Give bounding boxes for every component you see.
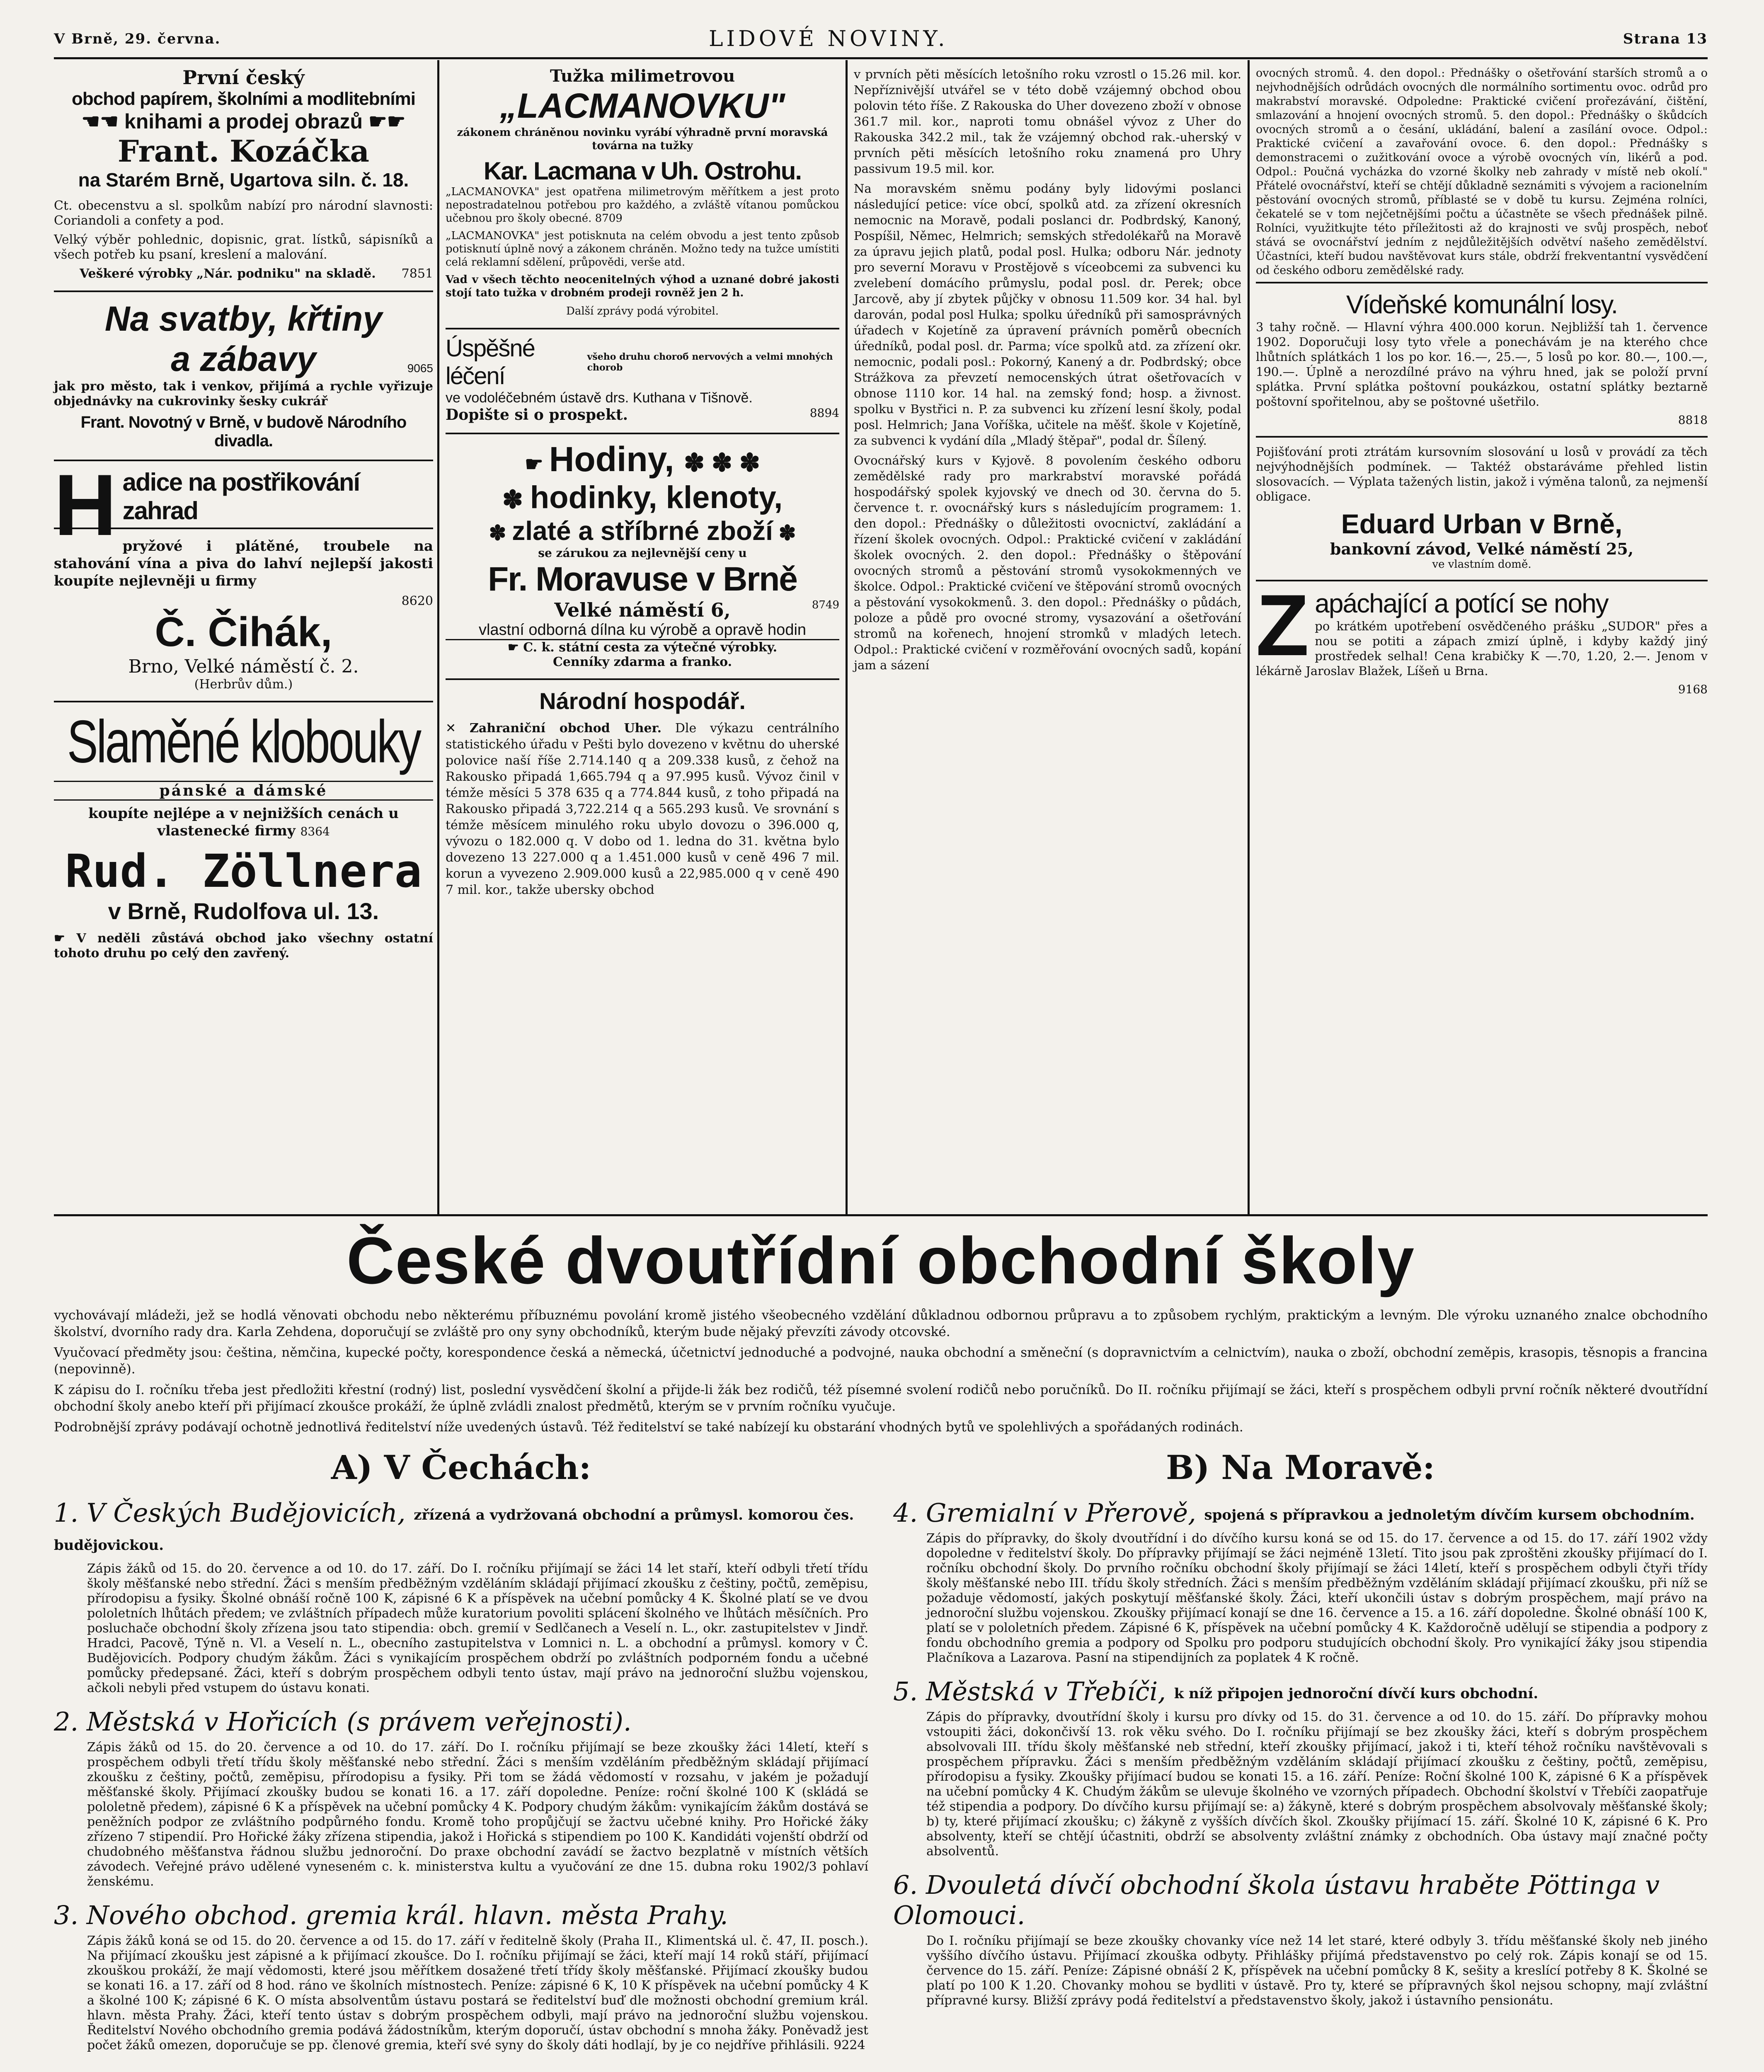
- lacman-text-3: Vad v všech těchto neocenitelných výhod a uznané dobré jakosti stojí tato tužka v drobném prodeji rovněž jen 2 h.: [446, 274, 839, 299]
- kozacka-line1: První český: [182, 66, 305, 89]
- moravus-line2-text: hodinky, klenoty,: [530, 480, 783, 515]
- zollner-address: v Brně, Rudolfova ul. 13.: [108, 898, 379, 924]
- column-4: [1256, 66, 1708, 705]
- schools-left: [54, 1444, 868, 2055]
- school-3-code: 9224: [834, 2038, 865, 2053]
- schools-intro-1: vychovávají mládeži, jež se hodlá věnovati obchodu nebo některému příbuznému povolání kromě jistého všeobecného vzdělání důkladnou odbornou průpravu a to způsobem rychlým, praktickým a levným. Dle výroku uznaného znalce obchodního školství, dvorního rady dra. Karla Zehdena, doporučují se zvláště pro ony syny obchodníků, kterým bude nějaký převzíti závody otcovské.: [54, 1308, 1708, 1339]
- narodni-body: Dle výkazu centrálního statistického úřadu v Pešti bylo dovezeno v květnu do uherské polovice naší říše 2.714.140 q a 209.338 kusů, z čehož na Rakousko připadá 1,665.794 q a 97.995 kusů. Vývoz činil v témže měsíci 5 378 635 q a 774.844 kusů, z toho připadá na Rakousko připadá 3,722.214 q a 565.293 kusů. Ve srovnání s témže měsícem minulého roku ubylo dovozu o 396.000 q, vývozu o 182.000 q. V dobo od 1. ledna do 31. května bylo dovezeno 13 227.000 q a 1.451.000 kusů v ceně 496 7 mil. korun a vyvezeno 2.909.000 kusů a 22,985.000 q v ceně 490 7 mil. kor., takže ubersky obchod: [446, 721, 839, 897]
- kozacka-address: na Starém Brně, Ugartova siln. č. 18.: [78, 169, 409, 191]
- schools-ad: [54, 1218, 1708, 2072]
- sudor-text: po krátkém upotřebení osvědčeného prášku „SUDOR" přes a nou se potiti a zápach zmizí úplně, i kdyby každý jiný prostředek selhal! Cena krabičky K —.70, 1.20, 2.—. Jenom v lékárně Jaroslav Blažek, Líšeň u Brna.: [1256, 619, 1708, 678]
- ad-kozacka: [54, 66, 433, 281]
- ad-sudor: [1256, 588, 1708, 696]
- school-6-body: Do I. ročníku přijímají se beze zkoušky chovanky více než 14 let staré, které odbyly 3. třídu měšťanské školy neb jiného vyššího dívčího ústavu. Přijímací zkouška odbyty. Přihlášky přijímá představenstvo po celý rok. Zápis konají se od 15. července do 15. září. Peníze: Zápisné obnáší 2 K, příspěvek na učební pomůcky 8 K, sešity a kreslící potřeby 8 K. Školné se platí po 100 K 1.20. Chovanky mohou se bydliti v ústavě. Pro ty, které se přípravných škol nejsou schopny, mají zvláštní přípravné kursy. Bližší zprávy podá ředitelství a představenstvo školy, jakož i ústavního pensionátu.: [926, 1934, 1708, 2008]
- svatby-line1: Na svatby, křtiny: [104, 299, 383, 338]
- hand-icon: ☚☚: [81, 110, 124, 133]
- school-3-body-text: Zápis žáků koná se od 15. do 20. července a od 15. do 17. září v ředitelně školy (Praha II., Klimentská ul. č. 47, II. posch.). Na přijímací zkoušku jest zápisné a k přijímací zkoušce. Do I. ročníku přijímají se žáci, kteří mají 14 roků stáří, přijímací zkouškou prokáží, že mají vědomosti, které jsou měřítkem dosažené třetí třídy školy měšťanské. Přijímací zkoušky budou se konati 16. a 17. září od 8 hod. ráno ve školních místnostech. Peníze: zápisné 6 K, 10 K příspěvek na učební pomůcky 4 K a školné 100 K; zápisné 6 K. O místa absolventům ústavu postará se ředitelství buď dle možnosti obchodní gremium král. hlavn. města Prahy. Žáci, kteří tento ústav s dobrým prospěchem odbyli, mají právo na jednoroční službu vojenskou. Ředitelství Nového obchodního gremia podává žádostníkům, kterým doporučí, ústav obchodní s mnoha žáky. Poněvadž jest počet žáků omezen, doporučuje se pp. členové gremia, kteří své syny do školy dáti hodlají, by je co nejdříve přihlásili.: [87, 1934, 868, 2053]
- moravus-text-1: vlastní odborná dílna ku výrobě a opravě hodin: [446, 621, 839, 640]
- kuthan-big: Úspěšné léčení: [446, 335, 535, 390]
- lacman-ad-number: 8709: [595, 212, 623, 225]
- school-1-body: Zápis žáků od 15. do 20. července a od 10. do 17. září. Do I. ročníku přijímají se žáci 14 let staří, kteří odbyli třetí třídu školy měšťanské nebo střední. Žáci s menším předběžným vzděláním skládají přijímací zkoušku z češtiny, počtů, zeměpisu, přírodopisu a fysiky. Školné obnáší ročně 100 K, zápisné 6 K a příspěvek na učební pomůcky 4 K. Školné platí se ve dvou pololetních lhůtách předem; ve zvláštních případech může kuratorium povoliti splácení školného ve lhůtách měsíčních. Pro posluchače obchodní školy zřízena jsou tato stipendia: obch. gremií v Sedlčanech a Veselí n. L., okr. zastupitelstev v Jindř. Hradci, Pacově, Týně n. Vl. a Veselí n. L., obecního zastupitelstva v Lomnici n. L. a obchodní a průmysl. komory v Č. Budějovicích. Podpory chudým žákům. Žáci s vynikajícím prospěchem obdrží po zvláštních podporném fondu a učebné pomůcky předepsané. Žáci, kteří s dobrým prospěchem odbyli tento ústav, mají právo na jednoroční službu vojenskou, ačkoli nebyli před vstupem do ústavu konati.: [87, 1561, 868, 1695]
- school-5-title: [893, 1676, 1708, 1706]
- divider: [446, 433, 839, 434]
- zollner-ad-number: 8364: [300, 825, 330, 838]
- header-date: V Brně, 29. června.: [54, 31, 221, 47]
- lacman-text-2: „LACMANOVKA" jest potisknuta na celém obvodu a jest tento způsob potisknutí úplně nový a zákonem chráněn. Možno tedy na tužce umístiti celá reklamní sdělení, průpovědi, verše atd.: [446, 230, 839, 269]
- col4-text-1: ovocných stromů. 4. den dopol.: Přednášky o ošetřování starších stromů a o nejvhodnějších odrůdách ovocných dle normálního sortimentu ovoc. odrůd pro makrabství moravské. Odpoledne: Praktické cvičení prořezávání, čištění, smlazování a hnojení ovocných stromů. 5. den dopol.: Přednášky o škůdcích ovocných stromů a o česání, ukládání, balení a zasílání ovoce. Odpol.: Praktické cvičení a zavařování ovoce. 6. den dopol.: Přednášky s demonstracemi o zužitkování ovoce a výrobě ovocných vín, likérů a pod. Odpol.: Poučná vycházka do vzorné školky neb zahrady v místě neb okolí." Přátelé ovocnářství, kteří se chtějí důkladně seznámiti s vývojem a racionelním pěstování ovocných stromů, příblasté se v době tu kursu. Zejména rolníci, čekatelé se v tom nejčetnějšími počtu a účastněte se všech přednášek pilně. Rolníci, využitkujte této příležitosti až do krajnosti ve svůj prospěch, neboť stává se ovocnářství jedním z nejdůležitějších odvětví našeho zemědělství. Účastníci, kteří budou navštěvovat kurs stále, obdrží frekventantní vysvědčení od českého odboru zemědělské rady.: [1256, 67, 1708, 277]
- col3-text-1: v prvních pěti měsících letošního roku vzrostl o 15.26 mil. kor. Nepříznivější utvářel se v této době vzájemný obchod obou polovin této říše. Z Rakouska do Uher dovezeno zboží v obnose 361.7 mil. kor., naproti tomu obnášel vývoz z Uher do Rakouska 342.2 mil., tak že vzájemný obchod rak.-uherský v prvních pěti měsících letošního roku znamená pro Uhry passivum 19.5 mil. kor.: [854, 67, 1241, 176]
- moravus-text-2-body: C. k. státní cesta za výtečné výrobky.: [523, 640, 778, 655]
- moravus-line4: se zárukou za nejlevnější ceny u: [538, 546, 747, 560]
- school-4-title: [893, 1498, 1708, 1528]
- moravus-text-2: [446, 640, 839, 655]
- narodni-title: Národní hospodář.: [539, 688, 746, 714]
- page-header: [54, 25, 1708, 54]
- cihak-text: pryžové i plátěné, troubele na stahování vína a piva do lahví nejlepší jakosti koupíte nejlevněji u firmy: [54, 538, 433, 589]
- school-4-number: 4.: [893, 1498, 918, 1528]
- schools-intro-3: K zápisu do I. ročníku třeba jest předložiti křestní (rodný) list, poslední vysvědčení školní a přijde-li žák bez rodičů, též písemné svolení rodičů nebo poručníků. Do II. ročníku přijímají se žáci, kteří s prospěchem odbyli první ročník některé dvoutřídní obchodní školy anebo kteří při přijímací zkoušce prokáží, že úplně zvládli znalost předmětů, kterým se v prvním ročníku vyučuje.: [54, 1382, 1708, 1414]
- school-3-name: Nového obchod. gremia král. hlavn. města Prahy.: [86, 1900, 728, 1930]
- sudor-ad-number: 9168: [1678, 683, 1708, 696]
- moravus-address-text: Velké náměstí 6,: [554, 599, 731, 621]
- school-3-number: 3.: [54, 1900, 79, 1930]
- school-4-sub: spojená s přípravkou a jednoletým dívčím kursem obchodním.: [1204, 1506, 1695, 1523]
- urban-sub2: ve vlastním domě.: [1432, 558, 1531, 571]
- moravus-line2: [446, 479, 839, 516]
- cihak-name: Č. Čihák,: [155, 609, 332, 655]
- ad-zollner: [54, 708, 433, 961]
- ad-urban: [1256, 444, 1708, 571]
- flower-icon: ✽: [502, 486, 530, 513]
- narodni-hospodar: [446, 687, 839, 898]
- section-b-title: B) Na Moravě:: [1166, 1448, 1435, 1487]
- narodni-head: Zahraniční obchod Uher.: [469, 721, 662, 736]
- lacman-line1: Tužka milimetrovou: [550, 66, 735, 86]
- school-4-body: Zápis do přípravky, do školy dvoutřídní i do dívčího kursu koná se od 15. do 17. července a od 15. do 17. září 1902 vždy dopoledne v ředitelství školy. Do přípravky přijímají se žáci nejméně 13letí. Tito jsou pak zproštěni zkoušky přijímací do I. ročníku obchodní školy. Do prvního ročníku obchodní školy přijímají se žáci 14letí, kteří s prospěchem odbyli čtyři třídy školy měšťanské nebo III. třídu školy středních. Žáci s menším předběžným vzděláním skládají přijímací zkoušku, při níž se požaduje vědomostí, jakých poskytují měšťanské školy. Žáci, kteří ukončili ústav s dobrým prospěchem, mají právo na jednoroční službu vojenskou. Zkoušky přijímací konají se dne 16. července a 15. a 16. září dopoledne. Školné obnáší 100 K, platí se v pololetních předem. Zápisné 6 K, příspěvek na učební pomůcky 4 K. Každoročně udělují se stipendia a podpory z fondu obchodního gremia a podpory od Spolku pro podporu studujících obchodní školy. Pro vynikající žáky jsou stipendia Plačníkova a Lazarova. Pasní na stipendijních za poplatek 4 K ročně.: [926, 1531, 1708, 1665]
- flower-icon: ✽: [773, 521, 796, 545]
- column-3: [854, 66, 1241, 677]
- school-1-sub: zřízená a vydržovaná obchodní a průmysl. komorou čes. budějovickou.: [54, 1506, 854, 1554]
- col3-text-3: Ovocnářský kurs v Kyjově. 8 povolením českého odboru zemědělské rady pro markrabství moravské pořádá hospodářský spolek kyjovský ve dnech od 30. června do 5. července t. r. ovocnářský kurs s následujícím programem: 1. den dopol.: Přednášky o důležitosti ovocnictví, zakládání a řízení školek ovocných. Odpol.: Praktické cvičení v zakládání školek ovocných. 2. den dopol.: Přednášky o štěpování ovocných stromů a pěstování stromů vysokokmenných ve školce. Odpol.: Praktické cvičení ve štěpování stromů ovocných a pěstování vysokokmenů. 3. den dopol.: Přednášky o půdách, poloze a půdě pro ovocné stromy, vysazování a ošetřování stromů na kořenech, hnojení stromků v mladých letech. Odpol.: Praktické cvičení v rozměřování ovocných sadů, kopání jam a sázení: [854, 453, 1241, 672]
- school-6-name: Dvouletá dívčí obchodní škola ústavu hraběte Pöttinga v Olomouci.: [893, 1870, 1660, 1930]
- kuthan-head: [446, 334, 839, 390]
- flower-icon: ✽: [489, 521, 512, 545]
- schools-right: [893, 1444, 1708, 2055]
- school-1-number: 1.: [54, 1498, 79, 1528]
- urban-name: Eduard Urban v Brně,: [1341, 508, 1623, 539]
- schools-intro-2: Vyučovací předměty jsou: čeština, němčina, kupecké počty, korespondence česká a německá, účetnictví jednoduché a podvojné, nauka obchodní a směneční (s dopravnictvím a celnictvím), nauka o zboží, obchodní zeměpis, krasopis, těsnopis a francina (nepovinně).: [54, 1345, 1708, 1377]
- school-1-name: V Českých Budějovicích,: [86, 1498, 406, 1528]
- kuthan-text: ve vodoléčebném ústavě drs. Kuthana v Tišnově.: [446, 390, 753, 406]
- kuthan-line: [446, 406, 839, 424]
- zollner-text: [54, 805, 433, 840]
- schools-columns: [54, 1444, 1708, 2055]
- schools-intro-4: Podrobnější zprávy podávají ochotně jednotlivá ředitelství níže uvedených ústavů. Též ředitelství se také nabízejí ku obstarání vhodných bytů ve spolehlivých a spořádaných rodinách.: [54, 1420, 1243, 1435]
- column-rule-2: [846, 60, 848, 1216]
- hand-icon: ☛: [507, 640, 523, 655]
- school-6-number: 6.: [893, 1870, 918, 1900]
- column-rule-3: [1248, 60, 1250, 1216]
- svatby-name: Frant. Novotný v Brně, v budově Národního divadla.: [80, 413, 407, 450]
- cihak-address: Brno, Velké náměstí č. 2.: [128, 656, 359, 677]
- cihak-ad-number: 8620: [401, 594, 433, 608]
- svatby-ad-number: 9065: [407, 362, 433, 375]
- kozacka-line3: [54, 109, 433, 133]
- zollner-note: [54, 931, 433, 961]
- school-5-name: Městská v Třebíči,: [926, 1676, 1166, 1706]
- school-5-number: 5.: [893, 1676, 918, 1706]
- kozacka-ad-number: 7851: [401, 266, 433, 281]
- header-page-number: Strana 13: [1623, 31, 1708, 47]
- sudor-dropcap: Z: [1256, 588, 1309, 674]
- svatby-line2: [54, 339, 433, 379]
- losy-ad-number: 8818: [1678, 413, 1708, 427]
- divider: [1256, 282, 1708, 283]
- school-2-name: Městská v Hořicích (s právem veřejnosti).: [86, 1706, 632, 1737]
- kozacka-line2: obchod papírem, školními a modlitebními: [72, 89, 415, 109]
- school-5-body: Zápis do přípravky, dvoutřídní školy i kursu pro dívky od 15. do 31. července a od 10. do 15. září. Do přípravky mohou vstoupiti žáci, dokončivší 13. rok věku svého. Do I. ročníku přijímají se bez zkoušky žáci, kteří s dobrým prospěchem absolvovali III. třídu školy měšťanské neb střední, kteří zkoušky přijímací, jakož i ti, kteří téhož ročníku navštěvovali s prospěchem přípravku. Žáci s menším předběžným vzděláním skládají přijímací zkoušku z češtiny, počtů, zeměpisu, přírodopisu a fysiky. Zkoušky přijímací budou se konati 15. a 16. září. Peníze: Roční školné 100 K, zápisné 6 K a příspěvek na učební pomůcky 4 K. Chudým žákům se ulevuje školného ve vzorných případech. Obchodní školství v Třebíči zaopatřuje též stipendia a podpory. Do dívčího kursu přijímají se: a) žákyně, které s dobrým prospěchem absolvovaly měšťanské školy; b) ty, které přijímací zkoušku; c) žákyně z vyšších dívčích škol. Zkoušky přijímací 15. září. Školné 10 K, zápisné 6 K. Pro absolventy, kteří se chtějí účastniti, obdrží se absolventy zvláštní známky z obchodních. Oba ústavy mají značné počty absolventů.: [926, 1710, 1708, 1859]
- moravus-name: Fr. Moravuse v Brně: [488, 560, 797, 598]
- school-2-title: [54, 1706, 868, 1737]
- kozacka-text-2: Velký výběr pohlednic, dopisnic, grat. lístků, sápisníků a všech potřeb ku psaní, kreslení a malování.: [54, 232, 433, 262]
- moravus-ad-number: 8749: [812, 599, 839, 611]
- school-5-sub: k níž připojen jednoroční dívčí kurs obchodní.: [1174, 1685, 1539, 1702]
- col3-text-2: Na moravském sněmu podány byly lidovými poslanci následující petice: více obcí, spolků atd. za zřízení okresních nemocnic na Moravě, podali poslanci dr. Podbrdský, Kanoný, Pospíšil, Němec, Helmrich; semských středolékařů na Moravě za úpravu jejich platů, podal posl. Hulka; odboru Nár. jednoty pro severní Moravu v Prostějově s víceobcemi za subvenci ku zvelebení domácího průmyslu, podal posl. dr. Perek; obce Jarcově, aby jí zbytek půjčky v obnosu 11.509 kor. 34 hal. byl darován, podal posl Hulka; spolku úředníků při samosprávných úřadech v Kojetíně za úpravení právních poměrů obecních úředníků, podal posl. dr. Parma; více spolků atd. za zřízení okr. nemocnic, podali posl.: Pokorný, Kanený a dr. Podbrdský; obce Strážkova za převzetí nemocenských útrat ošetřovacích v obnose 1110 kor. 14 hal. na zemský fond; hosp. a živnost. spolku v Bystřici n. P. za subvenci ku zřízení lesní školy, podal posl. Helmrich; Jana Voříška, učitele na měšť. škole v Kojetíně, za subvenci k vydání díla „Mladý štěpař", podal dr. Šílený.: [854, 182, 1241, 448]
- moravus-line3-text: zlaté a stříbrné zboží: [512, 516, 773, 546]
- school-6-title: [893, 1870, 1708, 1930]
- moravus-address: [446, 599, 839, 621]
- school-4-name: Gremialní v Přerově,: [926, 1498, 1196, 1528]
- hand-icon: ☛☛: [363, 110, 406, 133]
- ad-novotny: [54, 299, 433, 450]
- ad-moravus: [446, 439, 839, 669]
- kozacka-line3-text: knihami a prodej obrazů: [124, 110, 363, 133]
- cihak-dropcap: H: [54, 468, 117, 554]
- divider: [446, 678, 839, 680]
- svatby-text: jak pro město, tak i venkov, přijímá a rychle vyřizuje objednávky na cukrovinky šesky cukrář: [54, 379, 433, 409]
- urban-text: Pojišťování proti ztrátám kursovním slosování u losů v provádí za těch nejvýhodnějších podmínek. — Taktéž obstaráváme přehled listin slosovacích. — Výplata tažených listin, jakož i výměna talonů, za nejmenší obligace.: [1256, 445, 1708, 503]
- schools-title: České dvoutřídní obchodní školy: [346, 1223, 1415, 1297]
- moravus-line1-text: Hodiny,: [549, 440, 674, 479]
- header-title: LIDOVÉ NOVINY.: [709, 27, 948, 51]
- kozacka-name: Frant. Kozáčka: [117, 133, 370, 169]
- school-2-body: Zápis žáků od 15. do 20. července a od 10. do 17. září. Do I. ročníku přijímají se beze zkoušky žáci 14letí, kteří s prospěchem odbyli třetí třídu školy měšťanské nebo střední. Žáci s menším vzděláním předběžným skládají přijímací zkoušku z češtiny, počtů, zeměpisu, přírodopisu a fysiky. Při tom se žádá vědomostí v rozsahu, v jakém je požadují měšťanské školy. Přijímací zkoušky budou se konati 16. a 17. září dopoledne. Peníze: roční školné 100 K (skládá se pololetně předem), zápisné 6 K a příspěvek na učební pomůcky 4 K. Podpory chudým žákům: vynikajícím žákům dostává se peněžních podpor ze zvláštního podpůrného fondu. Kromě toho propůjčují se žactvu učebné knihy. Pro Hořické žáky zřízeno 7 stipendií. Pro Hořické žáky zřízena stipendia, jakož i Hořická s stipendiem po 100 K. Kandidáti vojenští obdrží od chudobného měšťanstva řádnou službu jednoroční. Do praxe obchodní zavádí se žactvo bezplatně v místních větších závodech. Veřejné právo udělené vyneseném c. k. ministerstva kultu a vyučování ze dne 15. dubna roku 1902/3 pohlaví ženskému.: [87, 1740, 868, 1889]
- divider: [446, 328, 839, 329]
- lacman-line2: „LACMANOVKU": [499, 86, 785, 125]
- kuthan-side: všeho druhu choroб nervových a velmi mnohých chorob: [587, 351, 833, 373]
- ad-cihak: [54, 468, 433, 692]
- divider: [1256, 580, 1708, 581]
- divider: [54, 701, 433, 702]
- lacman-line3: zákonem chráněnou novinku vyrábí výhradně první moravská továrna na tužky: [457, 126, 828, 152]
- zollner-text-body: koupíte nejlépe a v nejnižších cenách u vlastenecké firmy: [88, 805, 399, 839]
- narodni-text: ✕ Zahraniční obchod Uher. Dle výkazu centrálního statistického úřadu v Pešti bylo dovezeno v květnu do uherské polovice naší říše 2.714.140 q a 209.338 kusů, z čehož na Rakousko připadá 1,665.794 q a 97.995 kusů. Vývoz činil v témže měsíci 5 378 635 q a 774.844 kusů, z toho připadá na Rakousko připadá 3,722.214 q a 565.293 kusů. Ve srovnání s témže měsícem minulého roku ubylo dovozu o 396.000 q, vývozu o 182.000 q. V dobo od 1. ledna do 31. května bylo dovezeno 13 227.000 q a 1.451.000 kusů v ceně 496 7 mil. korun a vyvezeno 2.909.000 kusů a 22,985.000 q v ceně 490 7 mil. kor., takže ubersky obchod: [446, 721, 839, 897]
- school-2-number: 2.: [54, 1706, 79, 1737]
- school-1-title: [54, 1498, 868, 1558]
- column-1: [54, 66, 433, 970]
- moravus-text-3: Cenníky zdarma a franko.: [552, 655, 732, 669]
- cihak-heading: [54, 468, 433, 608]
- lacman-text-4: Další zprávy podá výrobitel.: [566, 305, 719, 317]
- moravus-line1: [446, 439, 839, 479]
- ad-losy: [1256, 290, 1708, 427]
- column-rule-1: [437, 60, 439, 1216]
- ad-lacman: [446, 66, 839, 319]
- kozacka-text-3: [54, 266, 433, 281]
- lacman-text-1-body: „LACMANOVKA" jest opatřena milimetrovým měřítkem a jest proto nepostradatelnou potřebou pro každého, a zvláště vítanou pomůckou učebnou pro školy obecné.: [446, 186, 839, 225]
- svatby-line2-text: a zábavy: [171, 339, 316, 378]
- lacman-text-1: [446, 185, 839, 225]
- kuthan-ad-number: 8894: [809, 406, 839, 420]
- lacman-name: Kar. Lacmana v Uh. Ostrohu.: [483, 157, 802, 185]
- zollner-line2: pánské a dámské: [54, 781, 433, 801]
- kozacka-text-3-body: Veškeré výrobky „Nár. podniku" na skladě.: [80, 266, 376, 281]
- cihak-sub: (Herbrův dům.): [194, 677, 293, 692]
- moravus-line3: [446, 516, 839, 546]
- divider: [54, 290, 433, 292]
- flower-icon: ✽ ✽ ✽: [683, 449, 760, 477]
- kozacka-text-1: Ct. obecenstvu a sl. spolkům nabízí pro národní slavnosti: Coriandoli a confety a pod.: [54, 198, 433, 228]
- section-a-title: A) V Čechách:: [331, 1448, 591, 1487]
- divider: [54, 460, 433, 461]
- zollner-note-text: V neděli zůstává obchod jako všechny ostatní tohoto druhu po celý den zavřený.: [54, 931, 433, 961]
- losy-title: Vídeňské komunální losy.: [1346, 290, 1617, 319]
- school-3-title: [54, 1900, 868, 1930]
- urban-sub: bankovní závod, Velké náměstí 25,: [1330, 540, 1634, 558]
- divider: [1256, 436, 1708, 438]
- losy-text: 3 tahy ročně. — Hlavní výhra 400.000 korun. Nejbližší tah 1. července 1902. Doporučuji losy tyto vřele a ponechávám je na kterého chce lhůtních splátkách 1 los po kor. 16.—, 25.—, 5 losů po kor. 80.—, 100.—, 190.—. Úplně a nerozdílné právo na výhru hned, jak se položí první splátka. První splátka poštovní poukázkou, ostatní splátky beztarně poštovní spořitelnou, aby se poštovné ušetřilo.: [1256, 320, 1708, 409]
- zollner-title: Slaměné klobouky: [67, 708, 420, 775]
- ad-kuthan: [446, 334, 839, 424]
- school-3-body: [87, 1934, 868, 2053]
- upper-section-rule: [54, 1214, 1708, 1216]
- clock-icon: ☛: [525, 453, 549, 476]
- column-2: [446, 66, 839, 902]
- sudor-title: apáchající a potící se nohy: [1315, 588, 1608, 618]
- hand-icon: ☛: [54, 931, 77, 946]
- header-rule: [54, 57, 1708, 59]
- zollner-name: Rud. Zöllnera: [65, 845, 422, 898]
- kuthan-line-text: Dopište si o prospekt.: [446, 406, 628, 424]
- cihak-title: adice na postřikování zahrad: [54, 468, 433, 529]
